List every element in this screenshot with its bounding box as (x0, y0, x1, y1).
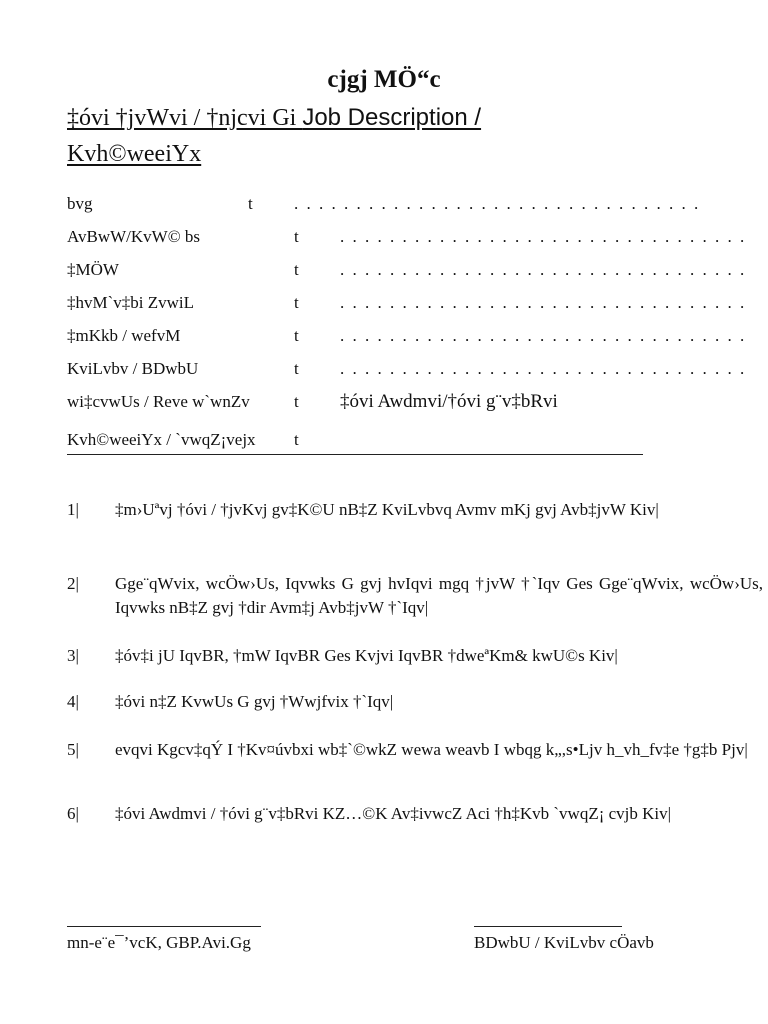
item-number: 6| (67, 804, 79, 823)
section-heading (67, 100, 627, 172)
signature-left (67, 926, 307, 953)
field-row-section (67, 320, 747, 352)
item-number: 1| (67, 500, 79, 519)
field-row-joining-date (67, 287, 747, 319)
document-title: cjgj MÖ“c (327, 66, 441, 93)
field-dotted-blank[interactable]: . . . . . . . . . . . . . . . . . . . . . . . . . . . . . . . . . (294, 194, 701, 213)
field-dotted-blank[interactable]: . . . . . . . . . . . . . . . . . . . . . . . . . . . . . . . . . (340, 260, 747, 279)
item-text: ‡óvi n‡Z KvwUs G gvj †Wwjfvix †`Iqv| (115, 692, 394, 711)
field-dotted-blank[interactable]: . . . . . . . . . . . . . . . . . . . . . . . . . . . . . . . . . (340, 293, 747, 312)
item-text: ‡óvi Awdmvi / †óvi g¨v‡bRvi KZ…©K Av‡ivwcZ Aci †h‡Kvb `vwqZ¡ cvjb Kiv| (115, 804, 672, 823)
field-dotted-blank[interactable]: . . . . . . . . . . . . . . . . . . . . . . . . . . . . . . . . . (340, 227, 747, 246)
field-dotted-blank[interactable]: . . . . . . . . . . . . . . . . . . . . . . . . . . . . . . . . . (340, 326, 747, 345)
field-colon: t (294, 392, 299, 411)
field-colon: t (248, 194, 253, 213)
field-row-id (67, 221, 747, 253)
field-label: Kvh©weeiYx / `vwqZ¡vejx (67, 430, 256, 449)
heading-bangla-part-2: Kvh©weeiYx (67, 141, 202, 167)
list-item (67, 690, 763, 714)
field-colon: t (294, 227, 299, 246)
item-text: ‡óv‡i jU IqvBR, †mW IqvBR Ges Kvjvi IqvBR †dweªKm& kwU©s Kiv| (115, 646, 618, 665)
heading-english-part: Job Description / (302, 104, 482, 131)
item-number: 2| (67, 574, 79, 593)
list-item (67, 572, 763, 620)
field-colon: t (294, 260, 299, 279)
signature-line (474, 926, 622, 927)
field-label: wi‡cvwUs / Reve w`wnZv (67, 392, 250, 411)
field-row-name (67, 188, 707, 220)
field-label: ‡MÖW (67, 260, 119, 279)
field-dotted-blank[interactable]: . . . . . . . . . . . . . . . . . . . . . . . . . . . . . . . . . (340, 359, 747, 378)
signature-line (67, 926, 261, 927)
item-text: ‡m›Uªvj †óvi / †jvKvj gv‡K©U nB‡Z KviLvbvq Avmv mKj gvj Avb‡jvW Kiv| (115, 500, 659, 519)
signature-right (474, 926, 714, 953)
field-label: AvBwW/KvW© bs (67, 227, 201, 246)
item-number: 4| (67, 692, 79, 711)
list-item (67, 738, 763, 762)
signature-label-right: BDwbU / KviLvbv cÖavb (474, 933, 654, 952)
list-item (67, 498, 763, 522)
item-text: Gge¨qWvix, wcÖw›Us, Iqvwks G gvj hvIqvi mgq †jvW †`Iqv Ges Gge¨qWvix, wcÖw›Us, Iqvwks nB‡Z gvj †dir Avm‡j Avb‡jvW †`Iqv| (115, 574, 763, 617)
field-colon: t (294, 293, 299, 312)
field-colon: t (294, 326, 299, 345)
field-colon: t (294, 430, 299, 449)
field-row-grade (67, 254, 747, 286)
item-text: evqvi Kgcv‡qÝ I †Kv¤úvbxi wb‡`©wkZ wewa weavb I wbqg k„,s•Ljv h_vh_fv‡e †g‡b Pjv| (115, 740, 748, 759)
item-number: 3| (67, 646, 79, 665)
field-colon: t (294, 359, 299, 378)
field-label: bvg (67, 194, 93, 213)
field-value: ‡óvi Awdmvi/†óvi g¨v‡bRvi (340, 391, 558, 412)
field-label: KviLvbv / BDwbU (67, 359, 199, 378)
heading-bangla-part: ‡óvi †jvWvi / †njcvi Gi (67, 105, 303, 131)
item-number: 5| (67, 740, 79, 759)
list-item (67, 644, 763, 668)
list-item (67, 802, 763, 826)
divider-line (67, 454, 643, 455)
field-label: ‡mKkb / wefvM (67, 326, 181, 345)
field-row-duties (67, 424, 707, 456)
field-row-factory (67, 353, 747, 385)
field-label: ‡hvM`v‡bi ZvwiL (67, 293, 195, 312)
signature-label-left: mn-e¨e¯’vcK, GBP.Avi.Gg (67, 933, 251, 952)
field-row-reporting (67, 386, 707, 418)
